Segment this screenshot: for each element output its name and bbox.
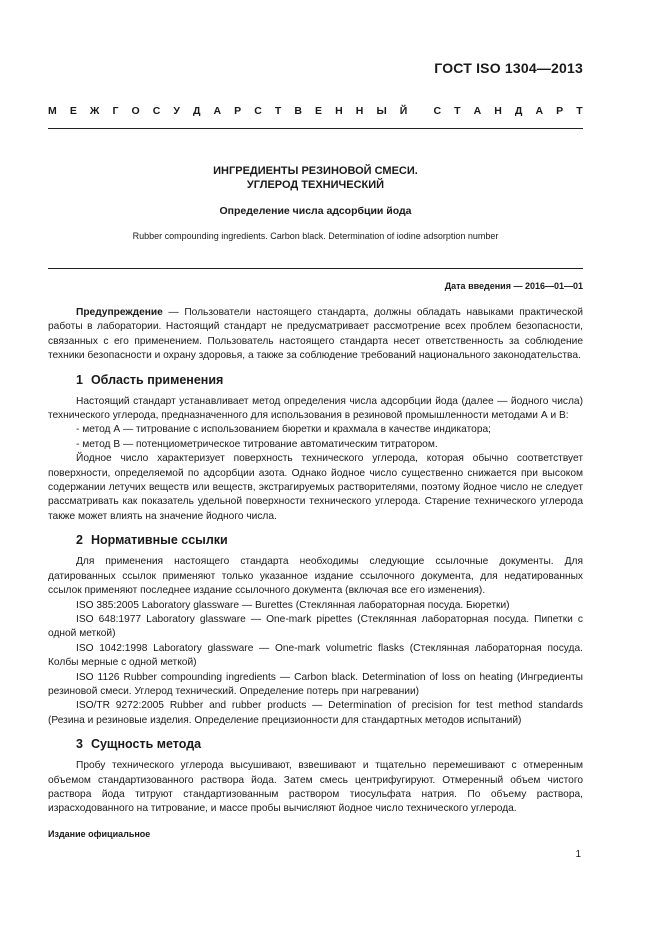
section-3-heading bbox=[76, 736, 583, 752]
banner-letter: А bbox=[213, 105, 222, 117]
title-divider bbox=[48, 268, 583, 269]
official-edition-label: Издание официальное bbox=[48, 829, 151, 839]
banner-letter: Н bbox=[335, 105, 343, 117]
banner-letter: Н bbox=[494, 105, 502, 117]
banner-letter: В bbox=[294, 105, 302, 117]
english-title: Rubber compounding ingredients. Carbon black. Determination of iodine adsorption number bbox=[132, 231, 499, 241]
banner-letter: Ы bbox=[376, 105, 387, 117]
section-number: 3 bbox=[76, 737, 83, 752]
document-body bbox=[48, 306, 583, 817]
banner-letter: Н bbox=[355, 105, 364, 117]
banner-letter: Д bbox=[514, 105, 523, 117]
banner-letter: Е bbox=[69, 105, 77, 117]
reference-item: ISO 1042:1998 Laboratory glassware — One-mark volumetric flasks (Стеклянная лабораторная посуда. Колбы мерные с одной меткой) bbox=[48, 642, 583, 669]
reference-item: ISO/TR 9272:2005 Rubber and rubber products — Determination of precision for test method standards (Резина и резиновые изделия. Определение прецизионности для стандартных методов испытаний) bbox=[48, 700, 583, 726]
document-title bbox=[48, 164, 583, 192]
banner-letter: М bbox=[48, 105, 57, 117]
title-line-2: УГЛЕРОД ТЕХНИЧЕСКИЙ bbox=[246, 179, 385, 191]
banner-letter: Ж bbox=[89, 105, 100, 117]
warning-text: — Пользователи настоящего стандарта, должны обладать навыками практической работы в лаборатории. Настоящий стандарт не предусматривает рассмотрение всех проблем безопасности, связанных с его применением. Пользователь настоящего стандарта несет ответственность за соблюдение техники безопасности и охрану здоровья, а также за соблюдение требований национального законодательства. bbox=[48, 307, 583, 362]
banner-letter: Е bbox=[315, 105, 323, 117]
banner-letter: А bbox=[535, 105, 544, 117]
banner-letter: У bbox=[173, 105, 180, 117]
banner-letter: Р bbox=[556, 105, 564, 117]
section-3-paragraph-1: Пробу технического углерода высушивают, взвешивают и тщательно перемешивают с отмеренным объемом стандартизованного раствора йода. Затем смесь центрифугируют. Отмеренный объем чистого раствора йода титруют стандартизованным раствором тиосульфата натрия. По объему раствора, израсходованного на титрование, и массе пробы вычисляют йодное число технического углерода. bbox=[48, 760, 583, 815]
section-2-heading bbox=[76, 532, 583, 548]
introduction-date: Дата введения — 2016—01—01 bbox=[444, 281, 583, 291]
warning-paragraph bbox=[48, 306, 583, 364]
title-line-1: ИНГРЕДИЕНТЫ РЕЗИНОВОЙ СМЕСИ. bbox=[213, 165, 418, 177]
reference-item: ISO 648:1977 Laboratory glassware — One-mark pipettes (Стеклянная лабораторная посуда. Пипетки с одной меткой) bbox=[48, 613, 583, 640]
banner-letter: Т bbox=[454, 105, 461, 117]
banner-letter: Г bbox=[112, 105, 119, 117]
banner-letter: Р bbox=[234, 105, 242, 117]
section-title: Область применения bbox=[90, 372, 224, 387]
section-1-heading bbox=[76, 372, 583, 388]
section-number: 1 bbox=[76, 372, 83, 387]
banner-letter: О bbox=[131, 105, 140, 117]
banner-letter: С bbox=[152, 105, 161, 117]
banner-letter: С bbox=[254, 105, 262, 117]
page-number: 1 bbox=[575, 849, 581, 860]
warning-label: Предупреждение bbox=[76, 307, 163, 318]
banner-letter: Д bbox=[192, 105, 201, 117]
banner-letter: С bbox=[433, 105, 442, 117]
banner-letter: Т bbox=[274, 105, 282, 117]
method-a-item: - метод А — титрование с использованием бюретки и крахмала в качестве индикатора; bbox=[76, 424, 491, 436]
header-divider bbox=[48, 128, 583, 129]
document-subtitle: Определение числа адсорбции йода bbox=[219, 205, 412, 217]
standard-code: ГОСТ ISO 1304—2013 bbox=[434, 60, 583, 76]
section-number: 2 bbox=[76, 533, 83, 548]
interstate-standard-banner bbox=[48, 105, 583, 117]
banner-letter: Т bbox=[576, 105, 583, 117]
section-1-paragraph-1: Настоящий стандарт устанавливает метод определения числа адсорбции йода (далее — йодного числа) технического углерода, предназначенного для использования в резиновой промышленности методами А и В: bbox=[48, 395, 583, 422]
banner-letter: А bbox=[473, 105, 482, 117]
reference-item: ISO 1126 Rubber compounding ingredients — Carbon black. Determination of loss on heating (Ингредиенты резиновой смеси. Углерод технический. Определение потерь при нагревании) bbox=[48, 671, 583, 697]
method-b-item: - метод В — потенциометрическое титрование автоматическим титратором. bbox=[76, 438, 438, 450]
reference-item: ISO 385:2005 Laboratory glassware — Burettes (Стеклянная лабораторная посуда. Бюретки) bbox=[76, 599, 510, 611]
banner-letter: Й bbox=[399, 105, 408, 117]
section-2-paragraph-1: Для применения настоящего стандарта необходимы следующие ссылочные документы. Для датированных ссылок применяют только указанное издание ссылочного документа, для недатированных ссылок применяют последнее издание ссылочного документа (включая все его изменения). bbox=[48, 556, 583, 597]
section-title: Нормативные ссылки bbox=[90, 533, 228, 548]
section-1-paragraph-2: Йодное число характеризует поверхность технического углерода, которая обычно соответствует поверхности, определяемой по адсорбции азота. Однако йодное число существенно снижается при высоком содержании летучих веществ или веществ, экстрагируемых растворителями, поэтому йодное число не следует рассматривать как показатель удельной поверхности технического углерода. Старение технического углерода также может влиять на значение йодного числа. bbox=[48, 453, 583, 522]
section-title: Сущность метода bbox=[90, 737, 202, 752]
